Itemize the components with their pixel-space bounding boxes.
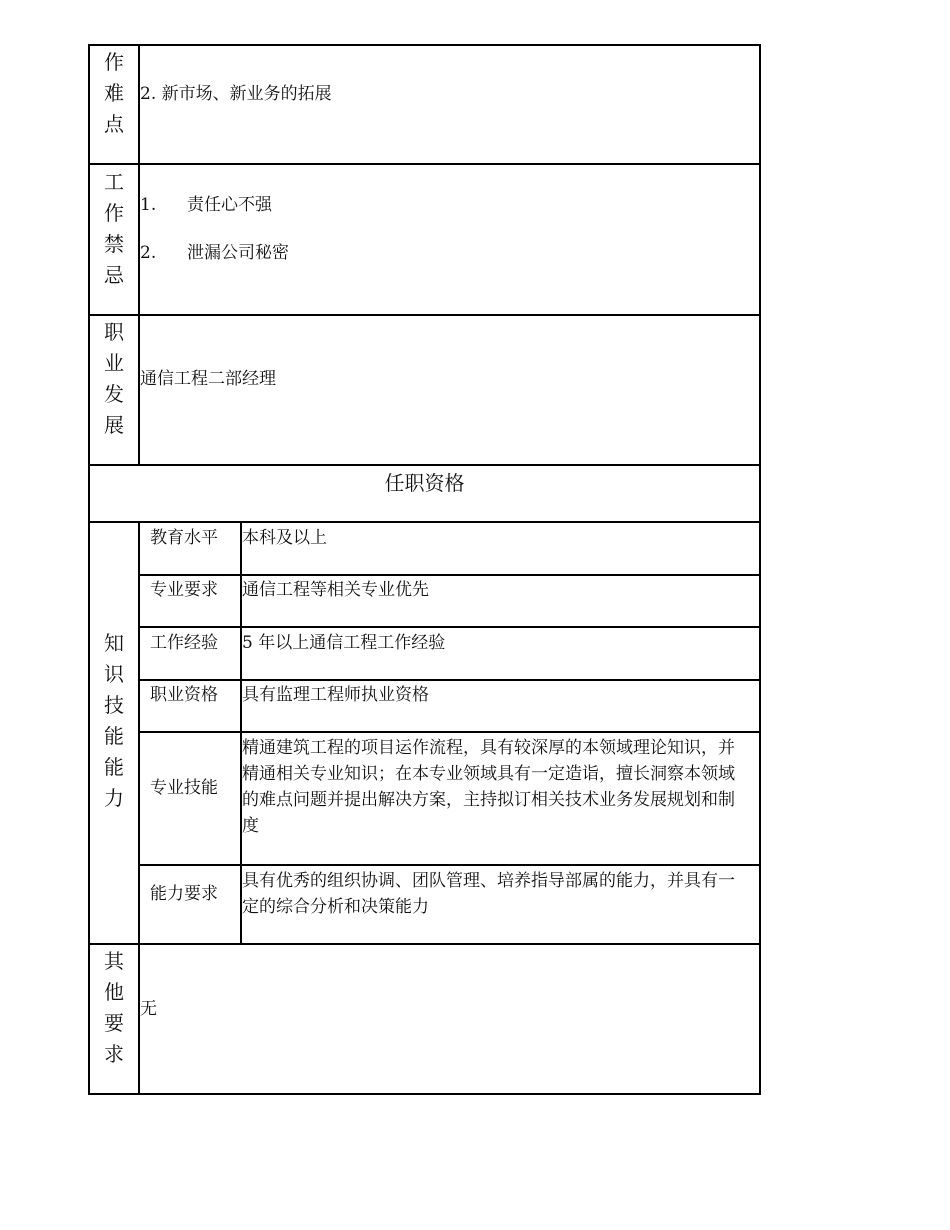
item-key: 专业技能 [150, 778, 218, 798]
career-label: 职 业 发 展 [104, 320, 124, 437]
item-key: 教育水平 [150, 528, 218, 548]
item-key: 能力要求 [150, 884, 218, 904]
item-value: 具有优秀的组织协调、团队管理、培养指导部属的能力，并具有一定的综合分析和决策能力 [242, 871, 735, 917]
taboo-label: 工 作 禁 忌 [104, 170, 124, 287]
border-bottom [88, 1093, 761, 1095]
item-value: 本科及以上 [242, 528, 327, 548]
qualification-title: 任职资格 [384, 471, 465, 495]
taboo-item-text: 责任心不强 [187, 195, 272, 215]
item-value: 具有监理工程师执业资格 [242, 685, 429, 705]
item-key: 职业资格 [150, 685, 218, 705]
other-content: 无 [140, 999, 157, 1019]
row-divider [88, 464, 761, 466]
item-value: 通信工程等相关专业优先 [242, 580, 429, 600]
border-right [759, 44, 761, 1095]
taboo-item-text: 泄漏公司秘密 [187, 243, 289, 263]
row-divider [88, 163, 761, 165]
item-key: 专业要求 [150, 580, 218, 600]
row-divider [88, 521, 761, 523]
border-top [88, 44, 761, 46]
career-content: 通信工程二部经理 [140, 369, 276, 389]
sub-row-divider [138, 679, 761, 681]
knowledge-label: 知 识 技 能 能 力 [104, 631, 124, 810]
item-value: 精通建筑工程的项目运作流程，具有较深厚的本领域理论知识，并精通相关专业知识；在本专业领域具有一定造诣，擅长洞察本领域的难点问题并提出解决方案，主持拟订相关技术业务发展规划和制度 [242, 738, 735, 836]
row-divider [88, 314, 761, 316]
item-key: 工作经验 [150, 633, 218, 653]
other-label: 其 他 要 求 [104, 949, 124, 1066]
difficulty-label: 作 难 点 [104, 50, 124, 136]
sub-row-divider [138, 864, 761, 866]
row-divider [88, 943, 761, 945]
sub-row-divider [138, 626, 761, 628]
taboo-item-number: 2. [140, 243, 157, 263]
item-value: 5 年以上通信工程工作经验 [242, 633, 446, 653]
difficulty-content: 2. 新市场、新业务的拓展 [140, 84, 332, 104]
taboo-item-number: 1. [140, 195, 157, 215]
sub-row-divider [138, 574, 761, 576]
sub-row-divider [138, 731, 761, 733]
